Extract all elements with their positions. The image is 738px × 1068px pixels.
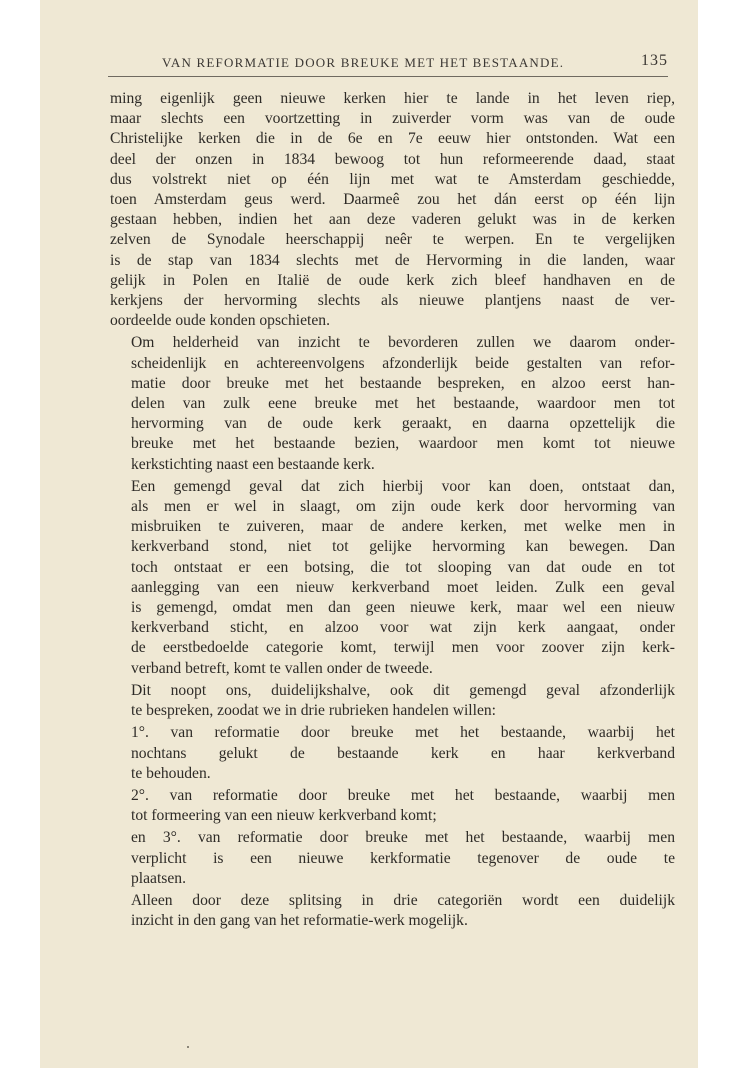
text-line: kerkstichting naast een bestaande kerk. xyxy=(131,455,375,473)
text-line: te behouden. xyxy=(131,764,211,782)
text-line: is gemengd, omdat men dan geen nieuwe kerk, maar wel een nieuw xyxy=(131,599,675,617)
text-line: als men er wel in slaagt, om zijn oude kerk door hervorming van xyxy=(131,498,675,516)
text-line: plaatsen. xyxy=(131,869,186,887)
text-line: aanlegging van een nieuw kerkverband moet leiden. Zulk een geval xyxy=(131,578,675,596)
text-line: 1°. van reformatie door breuke met het bestaande, waarbij het xyxy=(131,724,675,742)
text-line: Alleen door deze splitsing in drie categoriën wordt een duidelijk xyxy=(131,891,675,909)
running-head: VAN REFORMATIE DOOR BREUKE MET HET BESTAANDE. xyxy=(162,55,565,70)
paragraph xyxy=(110,681,675,721)
paragraph xyxy=(110,786,675,826)
text-line: gestaan hebben, indien het aan deze vaderen gelukt was in de kerken xyxy=(110,211,675,229)
text-line: breuke met het bestaande bezien, waardoor men komt tot nieuwe xyxy=(131,435,675,453)
text-line: is de stap van 1834 slechts met de Hervorming in die landen, waar xyxy=(110,251,675,269)
book-page xyxy=(40,0,698,1068)
page-number: 135 xyxy=(641,52,668,69)
text-line: toch ontstaat er een botsing, die tot slooping van dat oude en tot xyxy=(131,558,675,576)
paragraph xyxy=(110,89,675,331)
text-line: misbruiken te zuiveren, maar de andere kerken, met welke men in xyxy=(131,518,675,536)
text-line: dus volstrekt niet op één lijn met wat te Amsterdam geschiedde, xyxy=(110,170,675,188)
text-line: Om helderheid van inzicht te bevorderen zullen we daarom onder- xyxy=(131,334,675,352)
text-line: scheidenlijk en achtereenvolgens afzonderlijk beide gestalten van refor- xyxy=(131,354,675,372)
text-line: Christelijke kerken die in de 6e en 7e eeuw hier ontstonden. Wat een xyxy=(110,130,675,148)
text-line: nochtans gelukt de bestaande kerk en haar kerkverband xyxy=(131,744,675,762)
text-line: ming eigenlijk geen nieuwe kerken hier te lande in het leven riep, xyxy=(110,90,675,107)
paragraph xyxy=(110,828,675,889)
text-line: kerkverband sticht, en alzoo voor wat zijn kerk aangaat, onder xyxy=(131,619,675,637)
body-text xyxy=(110,89,675,931)
text-line: te bespreken, zoodat we in drie rubrieken handelen willen: xyxy=(131,702,497,720)
text-line: 2°. van reformatie door breuke met het bestaande, waarbij men xyxy=(131,786,675,804)
text-line: delen van zulk eene breuke met het bestaande, waardoor men tot xyxy=(131,395,675,413)
paragraph xyxy=(110,723,675,784)
text-line: hervorming van de oude kerk geraakt, en daarna opzettelijk die xyxy=(131,415,675,433)
text-line: deel der onzen in 1834 bewoog tot hun reformeerende daad, staat xyxy=(110,150,675,168)
text-line: matie door breuke met het bestaande bespreken, en alzoo eerst han- xyxy=(131,374,675,392)
paragraph xyxy=(110,891,675,931)
text-line: tot formeering van een nieuw kerkverband komt; xyxy=(131,807,437,825)
text-line: Een gemengd geval dat zich hierbij voor kan doen, ontstaat dan, xyxy=(131,477,675,495)
text-line: gelijk in Polen en Italië de oude kerk zich bleef handhaven en de xyxy=(110,271,675,289)
text-line: zelven de Synodale heerschappij neêr te werpen. En te vergelijken xyxy=(110,231,675,249)
text-line: verband betreft, komt te vallen onder de tweede. xyxy=(131,659,433,677)
paragraph xyxy=(110,333,675,474)
text-line: en 3°. van reformatie door breuke met het bestaande, waarbij men xyxy=(131,829,675,847)
paragraph xyxy=(110,477,675,679)
text-line: oordeelde oude konden opschieten. xyxy=(110,312,330,330)
stray-mark xyxy=(187,1046,189,1048)
text-line: kerkjens der hervorming slechts als nieuwe plantjens naast de ver- xyxy=(110,292,675,310)
page-header xyxy=(108,50,668,77)
text-line: maar slechts een voortzetting in zuiverder vorm was van de oude xyxy=(110,110,675,128)
text-line: de eerstbedoelde categorie komt, terwijl men voor zoover zijn kerk- xyxy=(131,639,675,657)
text-line: Dit noopt ons, duidelijkshalve, ook dit gemengd geval afzonderlijk xyxy=(131,681,675,699)
text-line: inzicht in den gang van het reformatie-werk mogelijk. xyxy=(131,912,468,930)
text-line: toen Amsterdam geus werd. Daarmeê zou het dán eerst op één lijn xyxy=(110,191,675,209)
text-line: verplicht is een nieuwe kerkformatie tegenover de oude te xyxy=(131,849,675,867)
text-line: kerkverband stond, niet tot gelijke hervorming kan bewegen. Dan xyxy=(131,538,675,556)
